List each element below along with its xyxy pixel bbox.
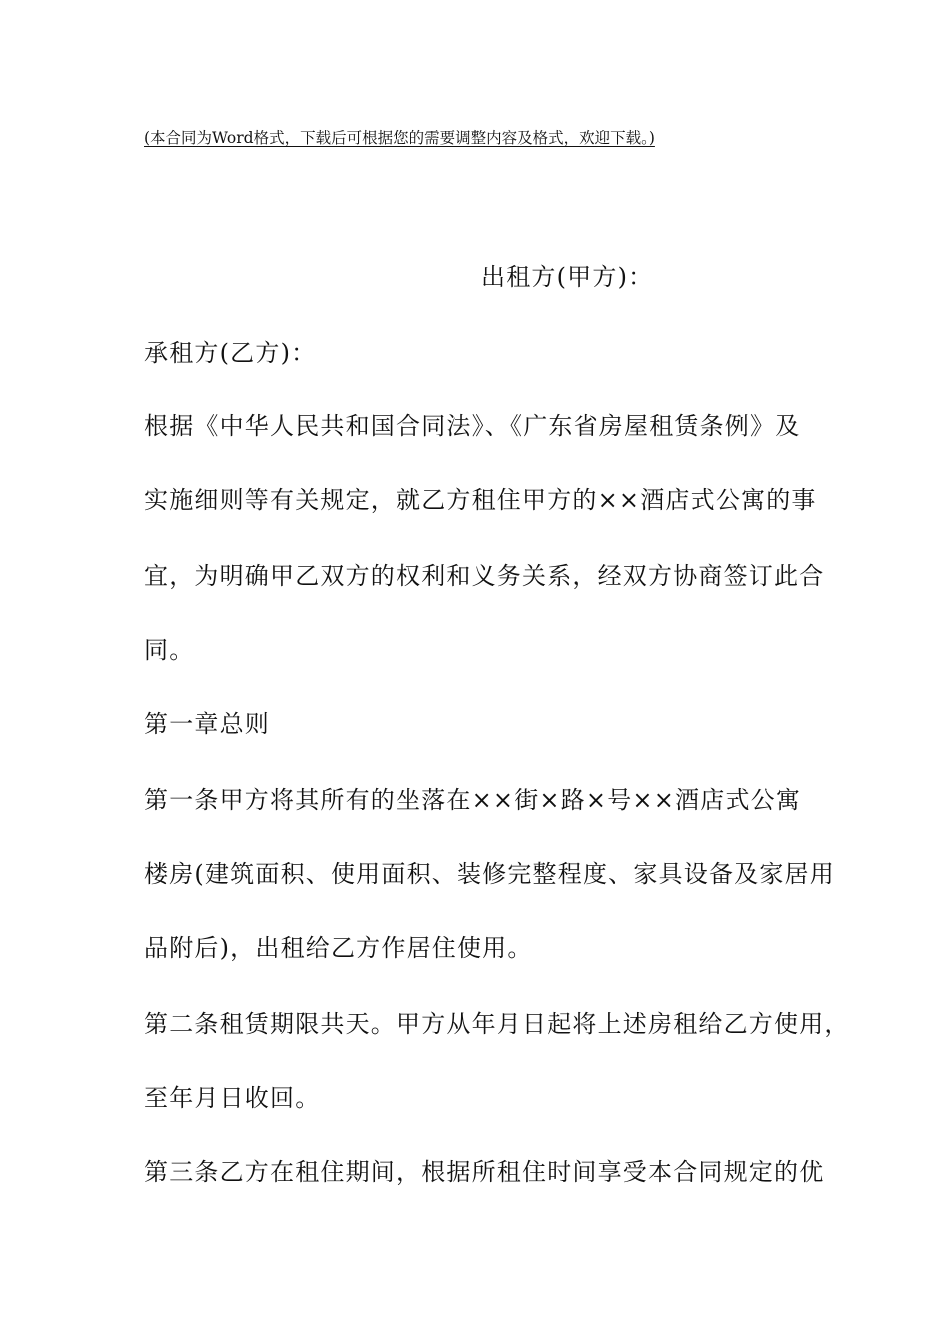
lessor-label: 出租方(甲方)： xyxy=(481,263,654,291)
lessee-label: 承租方(乙方)： xyxy=(144,339,317,367)
article-2-line: 至年月日收回。 xyxy=(144,1084,321,1112)
article-1-line: 品附后)，出租给乙方作居住使用。 xyxy=(144,934,533,962)
article-2-line: 第二条租赁期限共天。甲方从年月日起将上述房租给乙方使用， xyxy=(144,1010,850,1038)
article-1-line: 第一条甲方将其所有的坐落在××街×路×号××酒店式公寓 xyxy=(144,786,802,814)
preamble-line: 宜，为明确甲乙双方的权利和义务关系，经双方协商签订此合 xyxy=(144,562,825,590)
preamble-line: 同。 xyxy=(144,636,195,664)
download-notice: (本合同为Word格式，下载后可根据您的需要调整内容及格式，欢迎下载。) xyxy=(144,129,655,147)
preamble-line: 根据《中华人民共和国合同法》、《广东省房屋租赁条例》及 xyxy=(144,412,801,440)
article-3-line: 第三条乙方在租住期间，根据所租住时间享受本合同规定的优 xyxy=(144,1158,825,1186)
chapter-title: 第一章总则 xyxy=(144,710,270,738)
article-1-line: 楼房(建筑面积、使用面积、装修完整程度、家具设备及家居用 xyxy=(144,860,835,888)
preamble-line: 实施细则等有关规定，就乙方租住甲方的××酒店式公寓的事 xyxy=(144,486,817,514)
